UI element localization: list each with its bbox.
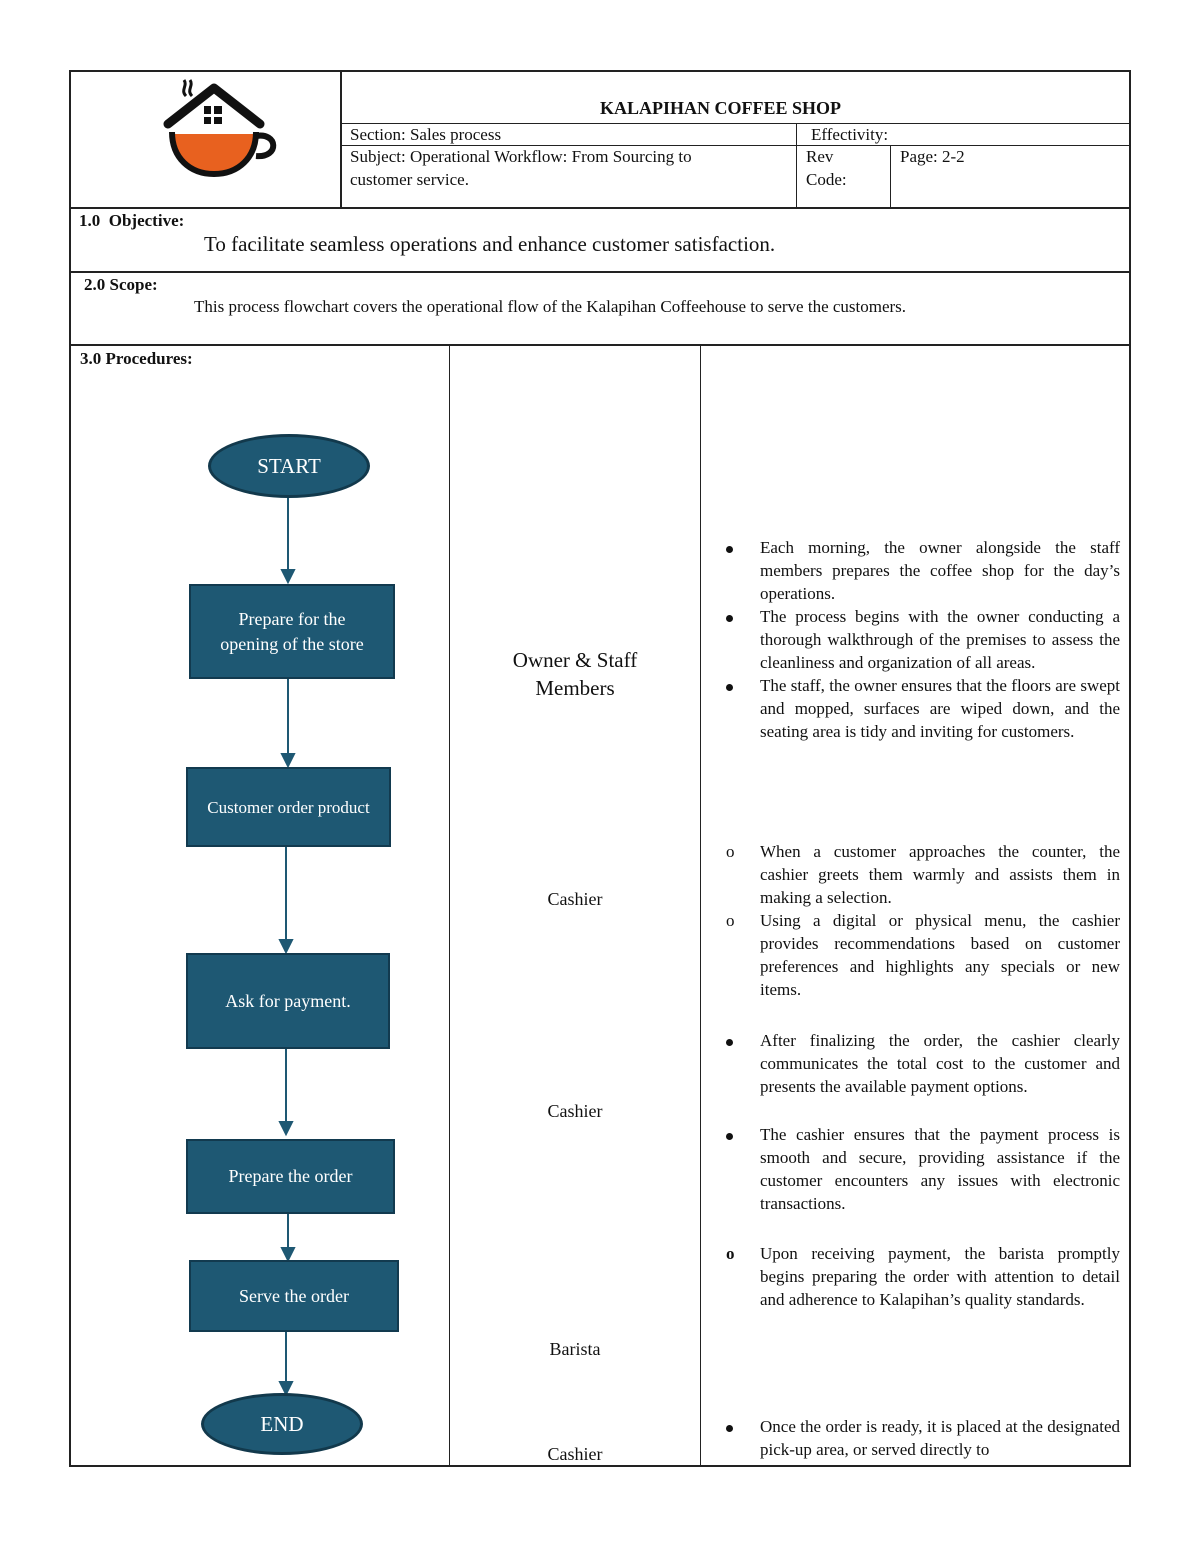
circle-bullet-icon: o [726, 842, 735, 861]
flow-step-prepare-order: Prepare the order [186, 1139, 395, 1214]
coffee-house-cup-logo-icon [158, 76, 283, 180]
description-group-opening [720, 536, 1120, 743]
page-number: Page: 2-2 [900, 147, 965, 166]
rev-label: Rev [806, 147, 834, 166]
scope-text: This process flowchart covers the operational flow of the Kalapihan Coffeehouse to serve the customers. [194, 297, 907, 316]
subject-line1: Subject: Operational Workflow: From Sourcing to [350, 147, 692, 166]
bullet-icon [726, 674, 746, 697]
bullet-icon [726, 1123, 746, 1146]
description-group-payment-process [720, 1123, 1120, 1215]
objective-heading: 1.0 Objective: [79, 211, 185, 230]
role-barista: Barista [549, 1339, 601, 1359]
flow-step-serve-order: Serve the order [189, 1260, 399, 1332]
list-item: The cashier ensures that the payment process is smooth and secure, providing assistance if the customer encounters any issues with electronic transactions. [720, 1123, 1120, 1215]
flow-step-prepare-opening-line1: Prepare for the [238, 608, 346, 629]
company-name: KALAPIHAN COFFEE SHOP [600, 98, 842, 118]
list-item: Each morning, the owner alongside the staff members prepares the coffee shop for the day’s operations. [720, 536, 1120, 605]
role-owner-staff-line1: Owner & Staff [512, 648, 638, 672]
flow-step-ask-payment: Ask for payment. [186, 953, 390, 1049]
circle-bullet-icon: o [726, 911, 735, 930]
bullet-icon [726, 1415, 746, 1438]
role-cashier-1: Cashier [547, 889, 603, 909]
list-item: After finalizing the order, the cashier clearly communicates the total cost to the customer and presents the available payment options. [720, 1029, 1120, 1098]
role-cashier-2: Cashier [547, 1101, 603, 1121]
role-owner-staff-line2: Members [535, 676, 615, 700]
procedures-heading: 3.0 Procedures: [80, 349, 193, 368]
scope-heading: 2.0 Scope: [84, 275, 158, 294]
subject-line2: customer service. [350, 170, 469, 189]
description-group-payment-total [720, 1029, 1120, 1098]
objective-text: To facilitate seamless operations and enhance customer satisfaction. [204, 232, 776, 256]
effectivity-label: Effectivity: [811, 125, 889, 144]
flow-end: END [201, 1393, 363, 1455]
role-cashier-3: Cashier [547, 1444, 603, 1464]
circle-bullet-icon: o [726, 1244, 735, 1263]
list-item: o When a customer approaches the counter, the cashier greets them warmly and assists them in making a selection. [726, 842, 1120, 907]
flow-step-prepare-opening [189, 584, 395, 679]
flow-start: START [208, 434, 370, 498]
list-item: o Upon receiving payment, the barista promptly begins preparing the order with attention to detail and adherence to Kalapihan’s quality standards. [726, 1244, 1120, 1309]
description-group-serve [720, 1415, 1120, 1461]
list-item: The process begins with the owner conducting a thorough walkthrough of the premises to assess the cleanliness and organization of all areas. [720, 605, 1120, 674]
description-group-order [720, 840, 1120, 1001]
flow-step-customer-order: Customer order product [186, 767, 391, 847]
section-label: Section: Sales process [350, 125, 502, 144]
bullet-icon [726, 536, 746, 559]
company-logo [158, 76, 283, 180]
list-item: Once the order is ready, it is placed at the designated pick-up area, or served directly to [720, 1415, 1120, 1461]
list-item: The staff, the owner ensures that the floors are swept and mopped, surfaces are wiped down, and the seating area is tidy and inviting for customers. [720, 674, 1120, 743]
bullet-icon [726, 605, 746, 628]
list-item: o Using a digital or physical menu, the cashier provides recommendations based on customer preferences and highlights any specials or new items. [726, 911, 1120, 999]
role-owner-staff [450, 646, 700, 702]
flow-step-prepare-opening-line2: opening of the store [220, 633, 364, 654]
bullet-icon [726, 1029, 746, 1052]
description-group-barista [720, 1242, 1120, 1311]
code-label: Code: [806, 170, 847, 189]
